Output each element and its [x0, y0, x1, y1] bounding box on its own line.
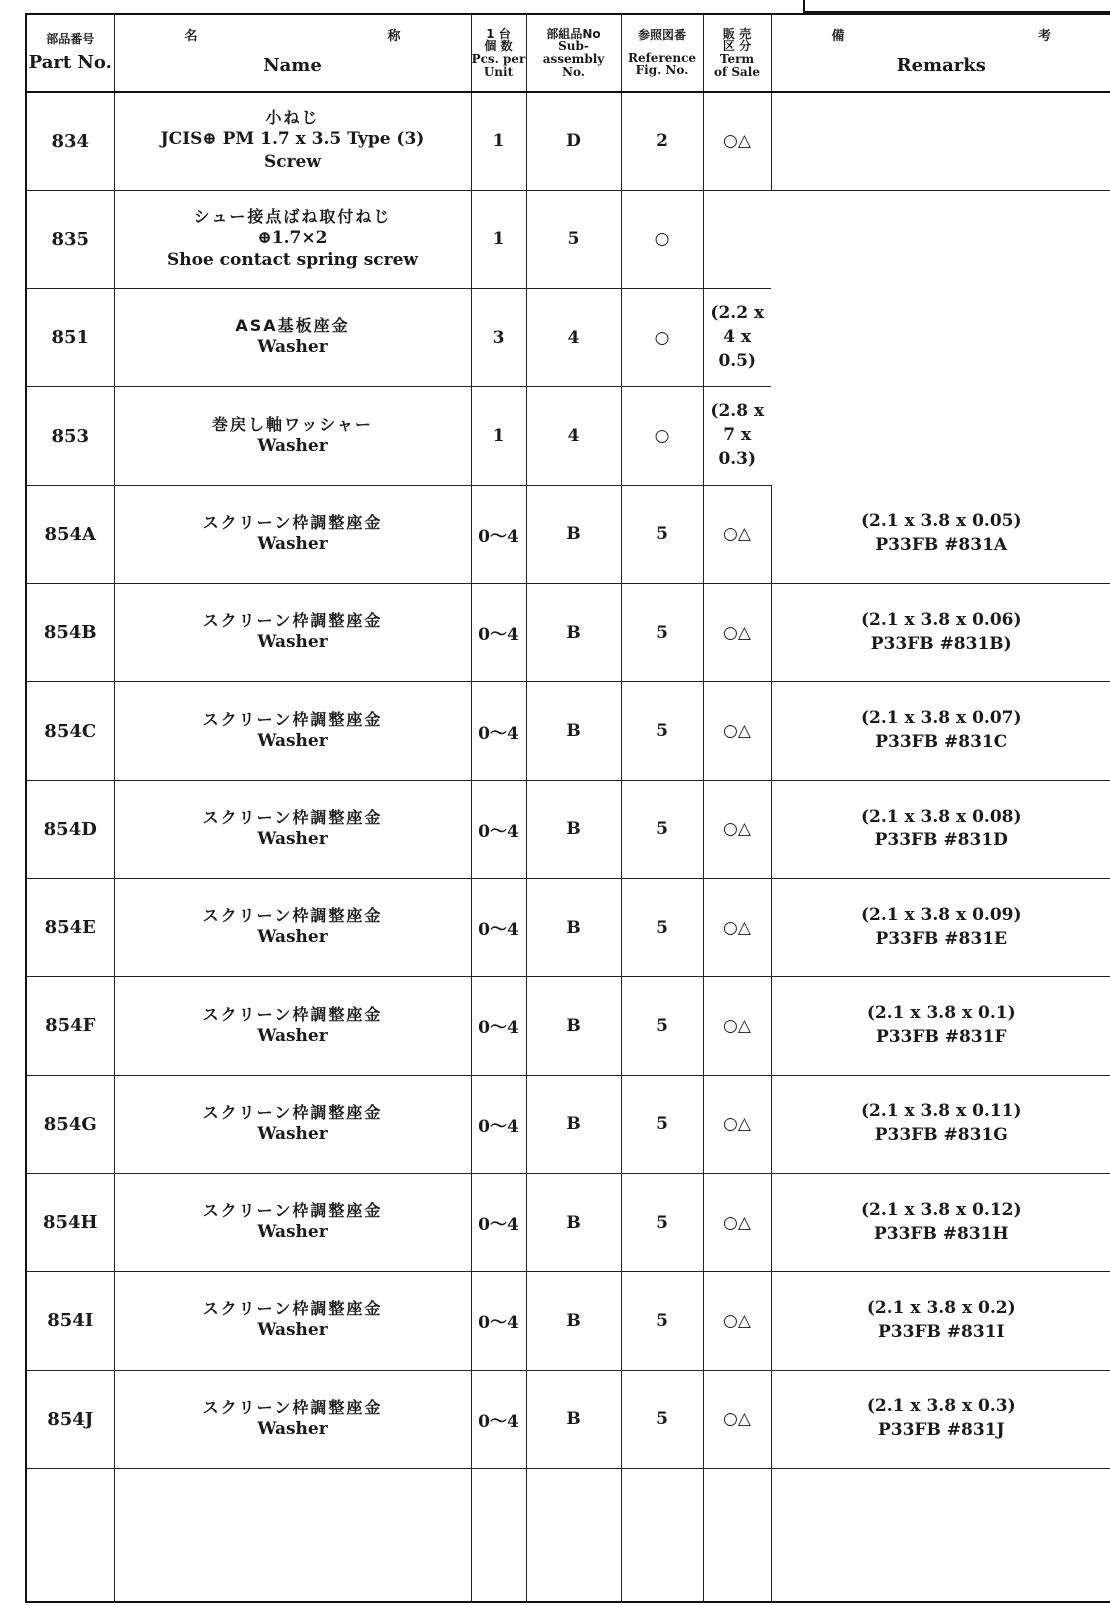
term-of-sale: ○△ — [703, 879, 771, 977]
table-row — [26, 584, 1110, 682]
part-number: 854H — [26, 1173, 114, 1271]
header-term-of-sale: 販 売 区 分 Term of Sale — [703, 14, 771, 92]
term-of-sale: ○△ — [703, 1370, 771, 1468]
remarks-dimensions: (2.1 x 3.8 x 0.08) — [860, 806, 1022, 827]
part-name-jp: スクリーン枠調整座金 — [202, 906, 383, 926]
empty-row — [26, 1468, 1110, 1602]
empty-cell — [26, 1468, 114, 1602]
part-name-jp: スクリーン枠調整座金 — [202, 807, 383, 827]
term-of-sale: ○△ — [703, 485, 771, 583]
header-pcs-per-unit: 1 台 個 数 Pcs. per Unit — [471, 14, 526, 92]
part-name-jp: 小ねじ — [265, 108, 320, 128]
remarks-reference: P33FB #831B) — [870, 633, 1012, 654]
part-name — [114, 485, 471, 583]
remarks — [771, 780, 1110, 878]
part-name-jp: スクリーン枠調整座金 — [202, 611, 383, 631]
subassembly-no: B — [526, 682, 621, 780]
empty-cell — [526, 1468, 621, 1602]
part-name-en: Washer — [257, 828, 328, 849]
part-name — [114, 1370, 471, 1468]
pcs-per-unit: 0～4 — [471, 682, 526, 780]
remarks-dimensions: (2.1 x 3.8 x 0.07) — [860, 708, 1022, 729]
remarks-reference: P33FB #831H — [873, 1223, 1009, 1244]
table-row — [26, 1075, 1110, 1173]
part-name-en: Washer — [257, 337, 328, 358]
part-number: 854D — [26, 780, 114, 878]
remarks-dimensions: (2.1 x 3.8 x 0.3) — [866, 1396, 1016, 1417]
remarks — [771, 584, 1110, 682]
part-name — [114, 1075, 471, 1173]
part-name-en: Washer — [257, 1025, 328, 1046]
pcs-per-unit: 0～4 — [471, 977, 526, 1075]
reference-fig-no: 5 — [621, 485, 703, 583]
remarks-reference: P33FB #831G — [874, 1125, 1008, 1146]
part-name — [114, 682, 471, 780]
remarks-dimensions: (2.1 x 3.8 x 0.12) — [860, 1199, 1022, 1220]
part-name-en: Screw — [263, 152, 322, 173]
term-of-sale: ○△ — [703, 1272, 771, 1370]
reference-fig-no: 5 — [621, 1173, 703, 1271]
header-name: 名 称 Name — [114, 14, 471, 92]
part-name-jp: スクリーン枠調整座金 — [202, 1102, 383, 1122]
part-name-en: Washer — [257, 533, 328, 554]
part-name-jp: スクリーン枠調整座金 — [202, 1201, 383, 1221]
term-of-sale: ○△ — [703, 584, 771, 682]
header-subassembly-no: 部組品No Sub- assembly No. — [526, 14, 621, 92]
table-row — [26, 92, 1110, 190]
empty-cell — [471, 1468, 526, 1602]
part-number: 854E — [26, 879, 114, 977]
remarks-reference: P33FB #831J — [877, 1420, 1005, 1441]
part-name-en: Washer — [257, 1320, 328, 1341]
part-number: 854F — [26, 977, 114, 1075]
header-remarks: 備 考 Remarks — [771, 14, 1110, 92]
pcs-per-unit: 0～4 — [471, 879, 526, 977]
remarks — [703, 289, 771, 387]
reference-fig-no: 4 — [526, 387, 621, 485]
table-row — [26, 977, 1110, 1075]
part-name — [114, 92, 471, 190]
part-name — [114, 977, 471, 1075]
subassembly-no: B — [526, 1173, 621, 1271]
pcs-per-unit: 0～4 — [471, 1173, 526, 1271]
reference-fig-no: 5 — [621, 977, 703, 1075]
subassembly-no: D — [526, 92, 621, 190]
remarks-reference: P33FB #831D — [874, 830, 1008, 851]
pcs-per-unit: 0～4 — [471, 584, 526, 682]
part-name — [114, 289, 471, 387]
reference-fig-no: 5 — [621, 682, 703, 780]
header-part-no: 部品番号 Part No. — [26, 14, 114, 92]
reference-fig-no: 5 — [621, 780, 703, 878]
term-of-sale: ○△ — [703, 92, 771, 190]
subassembly-no: B — [526, 1075, 621, 1173]
reference-fig-no: 5 — [621, 584, 703, 682]
part-name-spec: JCIS⊕ PM 1.7 x 3.5 Type (3) — [160, 129, 425, 150]
part-name-jp: スクリーン枠調整座金 — [202, 709, 383, 729]
part-name-jp: シュー接点ばね取付ねじ — [193, 206, 392, 226]
part-name — [114, 780, 471, 878]
part-name-en: Washer — [257, 1418, 328, 1439]
part-name — [114, 1173, 471, 1271]
subassembly-no: B — [526, 879, 621, 977]
part-name-jp: スクリーン枠調整座金 — [202, 1397, 383, 1417]
pcs-per-unit: 0～4 — [471, 1075, 526, 1173]
header-row — [26, 14, 1110, 92]
remarks-dimensions: (2.1 x 3.8 x 0.2) — [866, 1298, 1016, 1319]
subassembly-no: B — [526, 1272, 621, 1370]
header-corner-box — [803, 0, 1110, 13]
remarks — [771, 1075, 1110, 1173]
reference-fig-no: 5 — [621, 879, 703, 977]
part-number: 835 — [26, 190, 114, 288]
part-number: 853 — [26, 387, 114, 485]
term-of-sale: ○△ — [703, 1173, 771, 1271]
subassembly-no: B — [526, 1370, 621, 1468]
table-row — [26, 1272, 1110, 1370]
subassembly-no: B — [526, 485, 621, 583]
reference-fig-no: 5 — [621, 1075, 703, 1173]
pcs-per-unit: 0～4 — [471, 780, 526, 878]
reference-fig-no: 5 — [526, 190, 621, 288]
part-number: 854A — [26, 485, 114, 583]
part-name-en: Washer — [257, 730, 328, 751]
subassembly-no: B — [526, 780, 621, 878]
pcs-per-unit: 1 — [471, 92, 526, 190]
reference-fig-no: 5 — [621, 1370, 703, 1468]
term-of-sale: ○△ — [703, 977, 771, 1075]
table-row — [26, 289, 1110, 387]
remarks — [771, 1272, 1110, 1370]
remarks — [771, 682, 1110, 780]
part-name-jp: スクリーン枠調整座金 — [202, 1299, 383, 1319]
subassembly-no: B — [526, 584, 621, 682]
part-name — [114, 584, 471, 682]
remarks-dimensions: (2.2 x 4 x 0.5) — [710, 303, 765, 371]
part-number: 854B — [26, 584, 114, 682]
part-number: 854I — [26, 1272, 114, 1370]
term-of-sale: ○△ — [703, 682, 771, 780]
parts-table — [25, 13, 1110, 1603]
pcs-per-unit: 0～4 — [471, 485, 526, 583]
remarks — [771, 879, 1110, 977]
table-row — [26, 485, 1110, 583]
term-of-sale: ○ — [621, 190, 703, 288]
empty-cell — [703, 1468, 771, 1602]
part-name-en: Washer — [257, 1222, 328, 1243]
part-number: 834 — [26, 92, 114, 190]
remarks-reference: P33FB #831A — [875, 535, 1008, 556]
empty-cell — [621, 1468, 703, 1602]
remarks-dimensions: (2.1 x 3.8 x 0.09) — [860, 904, 1022, 925]
term-of-sale: ○ — [621, 289, 703, 387]
part-number: 854C — [26, 682, 114, 780]
remarks — [771, 485, 1110, 583]
empty-cell — [114, 1468, 471, 1602]
header-reference-fig-no: 参照図番 Reference Fig. No. — [621, 14, 703, 92]
reference-fig-no: 5 — [621, 1272, 703, 1370]
part-number: 854J — [26, 1370, 114, 1468]
term-of-sale: ○△ — [703, 780, 771, 878]
part-name — [114, 879, 471, 977]
part-name-jp: ASA基板座金 — [235, 316, 350, 336]
remarks-reference: P33FB #831I — [878, 1321, 1005, 1342]
table-row — [26, 1370, 1110, 1468]
reference-fig-no: 4 — [526, 289, 621, 387]
part-name-en: Washer — [257, 632, 328, 653]
remarks-dimensions: (2.1 x 3.8 x 0.1) — [866, 1003, 1016, 1024]
part-name — [114, 1272, 471, 1370]
empty-cell — [771, 1468, 1110, 1602]
remarks — [771, 1173, 1110, 1271]
pcs-per-unit: 0～4 — [471, 1272, 526, 1370]
remarks-dimensions: (2.1 x 3.8 x 0.05) — [860, 511, 1022, 532]
remarks-reference: P33FB #831E — [875, 928, 1007, 949]
remarks — [703, 190, 771, 288]
remarks — [771, 1370, 1110, 1468]
pcs-per-unit: 3 — [471, 289, 526, 387]
table-row — [26, 190, 1110, 288]
part-number: 851 — [26, 289, 114, 387]
reference-fig-no: 2 — [621, 92, 703, 190]
remarks-reference: P33FB #831F — [875, 1026, 1007, 1047]
remarks-dimensions: (2.1 x 3.8 x 0.11) — [860, 1101, 1022, 1122]
part-name — [114, 387, 471, 485]
table-row — [26, 682, 1110, 780]
pcs-per-unit: 1 — [471, 190, 526, 288]
remarks-dimensions: (2.8 x 7 x 0.3) — [710, 401, 765, 469]
subassembly-no: B — [526, 977, 621, 1075]
table-row — [26, 780, 1110, 878]
part-name-en: Washer — [257, 927, 328, 948]
part-name-jp: スクリーン枠調整座金 — [202, 512, 383, 532]
table-row — [26, 1173, 1110, 1271]
remarks-reference: P33FB #831C — [875, 732, 1008, 753]
part-name-jp: スクリーン枠調整座金 — [202, 1004, 383, 1024]
remarks-dimensions: (2.1 x 3.8 x 0.06) — [860, 609, 1022, 630]
part-name-spec: ⊕1.7×2 — [257, 227, 328, 248]
table-row — [26, 387, 1110, 485]
part-name-en: Shoe contact spring screw — [166, 250, 419, 271]
term-of-sale: ○ — [621, 387, 703, 485]
part-name — [114, 190, 471, 288]
remarks — [771, 92, 1110, 190]
remarks — [771, 977, 1110, 1075]
remarks — [703, 387, 771, 485]
part-number: 854G — [26, 1075, 114, 1173]
part-name-en: Washer — [257, 1123, 328, 1144]
pcs-per-unit: 1 — [471, 387, 526, 485]
part-name-jp: 巻戻し軸ワッシャー — [212, 414, 373, 434]
term-of-sale: ○△ — [703, 1075, 771, 1173]
part-name-en: Washer — [257, 435, 328, 456]
pcs-per-unit: 0～4 — [471, 1370, 526, 1468]
table-row — [26, 879, 1110, 977]
